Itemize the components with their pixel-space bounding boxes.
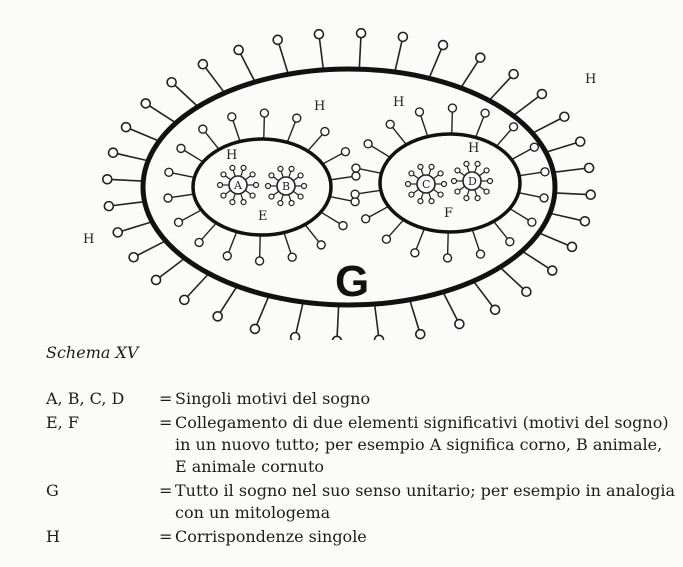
node-spoke-end bbox=[278, 166, 283, 171]
outer-spoke-line bbox=[550, 213, 585, 221]
inner-spoke-end bbox=[177, 144, 185, 152]
node-spoke-end bbox=[218, 183, 223, 188]
node-spoke-end bbox=[269, 173, 274, 178]
outer-spoke-line bbox=[239, 50, 255, 82]
inner-spoke-end bbox=[195, 238, 203, 246]
inner-spoke-end bbox=[352, 164, 360, 172]
node-spoke-end bbox=[452, 179, 457, 184]
outer-spoke-line bbox=[375, 304, 379, 340]
outer-spoke-line bbox=[410, 300, 421, 334]
outer-spoke-line bbox=[319, 34, 323, 70]
outer-spoke-end bbox=[585, 163, 594, 172]
outer-spoke-line bbox=[337, 305, 339, 340]
node-spoke-end bbox=[438, 192, 443, 197]
outer-spoke-line bbox=[546, 142, 580, 153]
outer-spoke-end bbox=[455, 320, 464, 329]
h-label-top-left: H bbox=[314, 99, 326, 114]
legend-row bbox=[46, 388, 676, 410]
inner-spoke-end bbox=[352, 172, 360, 180]
node-spoke-end bbox=[230, 200, 235, 205]
node-label-d: D bbox=[468, 175, 477, 188]
outer-spoke-line bbox=[113, 153, 148, 161]
inner-spoke-end bbox=[256, 257, 264, 265]
outer-spoke-line bbox=[172, 82, 198, 106]
legend-equals: = bbox=[159, 481, 173, 500]
group-label-e: E bbox=[258, 209, 268, 224]
outer-spoke-end bbox=[250, 324, 259, 333]
inner-spoke-end bbox=[339, 222, 347, 230]
inner-spoke-end bbox=[351, 198, 359, 206]
node-spoke-end bbox=[254, 183, 259, 188]
outer-spoke-line bbox=[522, 251, 552, 271]
h-label-inner-left: H bbox=[226, 148, 238, 163]
outer-spoke-end bbox=[291, 333, 300, 340]
outer-spoke-line bbox=[118, 222, 152, 233]
node-spoke-end bbox=[429, 199, 434, 204]
outer-spoke-end bbox=[234, 45, 243, 54]
node-spoke-end bbox=[464, 161, 469, 166]
outer-spoke-end bbox=[522, 287, 531, 296]
outer-spoke-end bbox=[103, 175, 112, 184]
h-label-top-right: H bbox=[393, 95, 405, 110]
outer-spoke-end bbox=[180, 295, 189, 304]
node-spoke-end bbox=[438, 171, 443, 176]
inner-spoke-end bbox=[260, 109, 268, 117]
h-label-outer-right: H bbox=[585, 72, 597, 87]
outer-spoke-line bbox=[443, 292, 459, 324]
outer-spoke-end bbox=[537, 90, 546, 99]
node-spoke-end bbox=[418, 199, 423, 204]
outer-spoke-line bbox=[500, 267, 526, 291]
node-spoke-end bbox=[442, 182, 447, 187]
outer-spoke-line bbox=[156, 258, 185, 280]
outer-spoke-line bbox=[255, 296, 269, 329]
outer-spoke-line bbox=[295, 302, 303, 337]
legend-row bbox=[46, 412, 676, 478]
outer-spoke-line bbox=[134, 241, 166, 257]
outer-spoke-line bbox=[109, 202, 145, 206]
outer-spoke-end bbox=[476, 53, 485, 62]
node-spoke-end bbox=[269, 194, 274, 199]
outer-spoke-line bbox=[539, 233, 572, 247]
node-spoke-end bbox=[475, 196, 480, 201]
outer-spoke-end bbox=[375, 335, 384, 340]
inner-spoke-end bbox=[164, 194, 172, 202]
node-spoke-end bbox=[250, 193, 255, 198]
outer-spoke-end bbox=[416, 330, 425, 339]
schema-caption: Schema XV bbox=[46, 343, 139, 362]
group-label-f: F bbox=[444, 206, 454, 221]
inner-spoke-end bbox=[382, 235, 390, 243]
node-spoke-end bbox=[266, 184, 271, 189]
legend-term: G bbox=[46, 481, 59, 500]
node-spoke-end bbox=[484, 189, 489, 194]
node-spoke-end bbox=[298, 194, 303, 199]
outer-spoke-end bbox=[141, 99, 150, 108]
legend-description: Corrispondenze singole bbox=[175, 527, 367, 546]
node-spoke-end bbox=[289, 166, 294, 171]
legend-description: Tutto il sogno nel suo senso unitario; per esempio in analogia con un mitologema bbox=[175, 481, 676, 522]
outer-spoke-end bbox=[439, 41, 448, 50]
node-spoke-end bbox=[289, 201, 294, 206]
h-label-inner-right: H bbox=[468, 141, 480, 156]
node-spoke-end bbox=[221, 172, 226, 177]
inner-spoke-end bbox=[448, 104, 456, 112]
outer-spoke-line bbox=[489, 74, 513, 100]
node-label-c: C bbox=[422, 178, 431, 191]
outer-spoke-line bbox=[513, 94, 542, 116]
inner-spoke-end bbox=[415, 108, 423, 116]
inner-spoke-end bbox=[510, 123, 518, 131]
outer-spoke-end bbox=[314, 30, 323, 39]
node-spoke-end bbox=[488, 179, 493, 184]
outer-spoke-end bbox=[398, 32, 407, 41]
legend-term: A, B, C, D bbox=[46, 389, 125, 408]
outer-spoke-end bbox=[273, 35, 282, 44]
legend bbox=[46, 388, 676, 550]
inner-spoke-end bbox=[317, 241, 325, 249]
legend-term: E, F bbox=[46, 413, 79, 432]
legend-term: H bbox=[46, 527, 60, 546]
outer-spoke-line bbox=[555, 193, 591, 195]
inner-spoke-end bbox=[223, 252, 231, 260]
outer-spoke-line bbox=[461, 58, 481, 88]
inner-spoke-end bbox=[199, 125, 207, 133]
legend-description: Collegamento di due elementi significativi (motivi del sogno) in un nuovo tutto; per esempio A significa corno, B animale, E animale cornuto bbox=[175, 413, 669, 476]
inner-spoke-end bbox=[530, 143, 538, 151]
inner-spoke-end bbox=[228, 113, 236, 121]
outer-spoke-line bbox=[126, 127, 159, 141]
outer-spoke-end bbox=[104, 202, 113, 211]
outer-spoke-end bbox=[213, 312, 222, 321]
legend-row bbox=[46, 526, 676, 548]
outer-spoke-end bbox=[198, 60, 207, 69]
outer-spoke-end bbox=[548, 266, 557, 275]
node-spoke-end bbox=[241, 165, 246, 170]
inner-spoke-end bbox=[528, 218, 536, 226]
outer-spoke-line bbox=[146, 103, 176, 123]
outer-spoke-end bbox=[122, 123, 131, 132]
inner-spoke-end bbox=[540, 194, 548, 202]
node-spoke-end bbox=[475, 161, 480, 166]
outer-spoke-line bbox=[429, 45, 443, 78]
inner-spoke-end bbox=[364, 140, 372, 148]
outer-spoke-end bbox=[109, 148, 118, 157]
outer-spoke-end bbox=[113, 228, 122, 237]
legend-equals: = bbox=[159, 389, 173, 408]
inner-spoke-end bbox=[411, 249, 419, 257]
inner-spoke-end bbox=[481, 109, 489, 117]
outer-spoke-line bbox=[473, 281, 495, 310]
legend-equals: = bbox=[159, 413, 173, 432]
h-label-outer-left: H bbox=[83, 232, 95, 247]
node-spoke-end bbox=[278, 201, 283, 206]
outer-spoke-end bbox=[152, 275, 161, 284]
inner-spoke-end bbox=[321, 128, 329, 136]
node-spoke-end bbox=[230, 165, 235, 170]
node-spoke-end bbox=[298, 173, 303, 178]
outer-spoke-end bbox=[129, 253, 138, 262]
outer-spoke-end bbox=[580, 217, 589, 226]
inner-spoke-end bbox=[293, 114, 301, 122]
outer-spoke-end bbox=[491, 305, 500, 314]
outer-spoke-end bbox=[332, 336, 341, 340]
inner-spoke-end bbox=[351, 190, 359, 198]
inner-spoke-end bbox=[541, 168, 549, 176]
node-spoke-end bbox=[418, 164, 423, 169]
outer-spoke-end bbox=[576, 137, 585, 146]
inner-spoke-end bbox=[477, 250, 485, 258]
inner-spoke-end bbox=[165, 168, 173, 176]
outer-spoke-end bbox=[357, 29, 366, 38]
outer-spoke-end bbox=[509, 70, 518, 79]
inner-spoke-end bbox=[386, 120, 394, 128]
node-label-b: B bbox=[282, 180, 291, 193]
inner-spoke-end bbox=[341, 148, 349, 156]
legend-description: Singoli motivi del sogno bbox=[175, 389, 371, 408]
legend-equals: = bbox=[159, 527, 173, 546]
outer-label-g: G bbox=[335, 257, 370, 306]
node-spoke-end bbox=[250, 172, 255, 177]
node-spoke-end bbox=[455, 168, 460, 173]
inner-spoke-end bbox=[506, 238, 514, 246]
node-spoke-end bbox=[406, 182, 411, 187]
outer-spoke-line bbox=[184, 273, 208, 299]
node-spoke-end bbox=[484, 168, 489, 173]
outer-spoke-line bbox=[359, 33, 361, 69]
node-spoke-end bbox=[221, 193, 226, 198]
outer-spoke-end bbox=[560, 112, 569, 121]
inner-spoke-end bbox=[175, 218, 183, 226]
node-spoke-end bbox=[429, 164, 434, 169]
outer-spoke-line bbox=[395, 37, 403, 72]
legend-row bbox=[46, 480, 676, 524]
outer-spoke-line bbox=[218, 286, 238, 316]
outer-spoke-line bbox=[553, 168, 589, 172]
node-spoke-end bbox=[241, 200, 246, 205]
outer-spoke-line bbox=[203, 64, 225, 93]
node-spoke-end bbox=[302, 184, 307, 189]
node-spoke-end bbox=[464, 196, 469, 201]
outer-spoke-end bbox=[167, 78, 176, 87]
outer-spoke-line bbox=[107, 179, 143, 181]
node-label-a: A bbox=[234, 179, 242, 192]
inner-spoke-end bbox=[444, 254, 452, 262]
outer-spoke-end bbox=[567, 242, 576, 251]
node-spoke-end bbox=[409, 171, 414, 176]
node-spoke-end bbox=[455, 189, 460, 194]
inner-spoke-end bbox=[288, 253, 296, 261]
node-spoke-end bbox=[409, 192, 414, 197]
outer-spoke-line bbox=[278, 40, 289, 74]
inner-spoke-end bbox=[362, 215, 370, 223]
outer-spoke-line bbox=[532, 117, 564, 133]
outer-spoke-end bbox=[586, 190, 595, 199]
